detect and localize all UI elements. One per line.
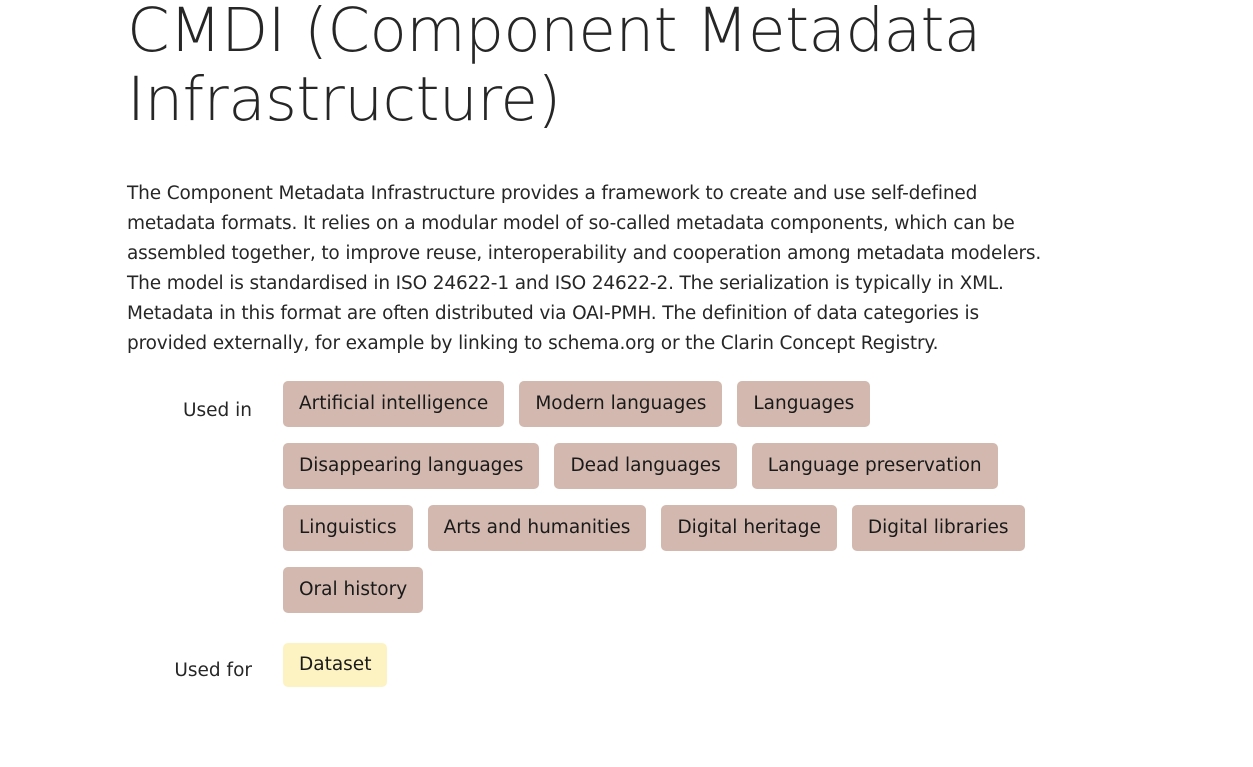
tag-languages[interactable]: Languages <box>737 381 870 427</box>
tag-disappearing-languages[interactable]: Disappearing languages <box>283 443 539 489</box>
tag-dataset[interactable]: Dataset <box>283 643 387 687</box>
used-in-tags <box>283 381 1043 629</box>
description: The Component Metadata Infrastructure provides a framework to create and use self-defined metadata formats. It relies on a modular model of so-called metadata components, which can be assembled together, to improve reuse, interoperability and cooperation among metadata modelers. The model is standardised in ISO 24622-1 and ISO 24622-2. The serialization is typically in XML. Metadata in this format are often distributed via OAI-PMH. The definition of data categories is provided externally, for example by linking to schema.org or the Clarin Concept Registry. <box>127 183 1042 354</box>
used-in-row <box>127 381 1047 629</box>
tag-arts-and-humanities[interactable]: Arts and humanities <box>428 505 647 551</box>
tag-linguistics[interactable]: Linguistics <box>283 505 413 551</box>
tag-artificial-intelligence[interactable]: Artificial intelligence <box>283 381 504 427</box>
page-title: CMDI (Component Metadata Infrastructure) <box>127 0 981 135</box>
tag-language-preservation[interactable]: Language preservation <box>752 443 998 489</box>
standard-detail <box>127 0 1047 687</box>
tag-digital-heritage[interactable]: Digital heritage <box>661 505 836 551</box>
used-for-label: Used for <box>174 660 252 681</box>
tag-oral-history[interactable]: Oral history <box>283 567 423 613</box>
used-in-label: Used in <box>182 400 252 421</box>
tag-modern-languages[interactable]: Modern languages <box>519 381 722 427</box>
used-for-tags <box>283 643 1043 687</box>
tag-dead-languages[interactable]: Dead languages <box>554 443 736 489</box>
tag-digital-libraries[interactable]: Digital libraries <box>852 505 1025 551</box>
used-for-row <box>127 643 1047 687</box>
